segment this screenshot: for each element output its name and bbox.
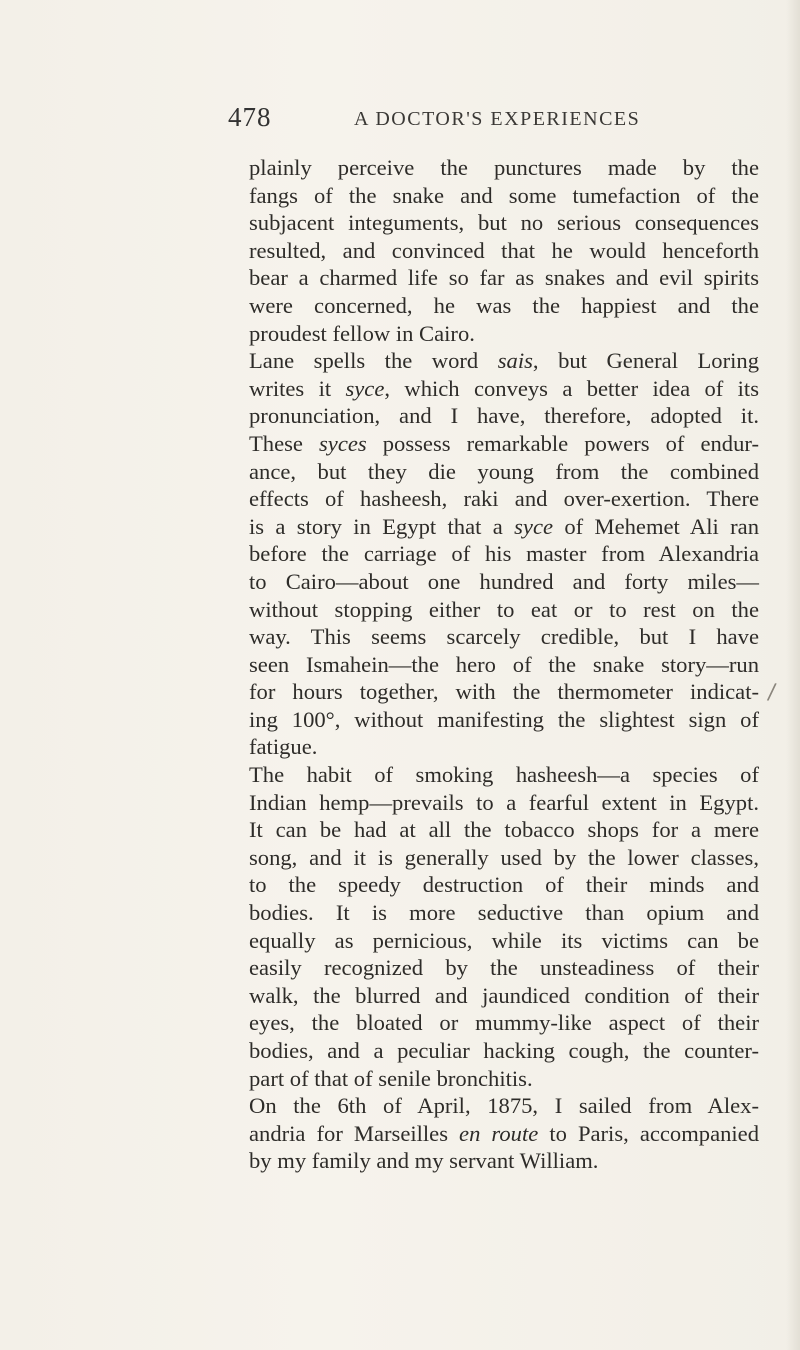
text-line: easily recognized by the unsteadiness of their: [249, 955, 759, 981]
text-line: fangs of the snake and some tumefaction of the: [249, 182, 759, 208]
text-line: effects of hasheesh, raki and over-exertion. There: [249, 486, 759, 512]
text-line: fatigue.: [249, 734, 318, 760]
text-line: to Cairo—about one hundred and forty miles—: [249, 568, 759, 594]
text-line: subjacent integuments, but no serious consequences: [249, 210, 759, 236]
text-line: ance, but they die young from the combined: [249, 458, 759, 484]
text-line: is a story in Egypt that a syce of Mehemet Ali ran: [249, 513, 759, 539]
text-line: eyes, the bloated or mummy-like aspect of their: [249, 1010, 759, 1036]
text-line: for hours together, with the thermometer indicat-: [249, 679, 759, 705]
text-line: part of that of senile bronchitis.: [249, 1065, 533, 1091]
text-line: without stopping either to eat or to rest on the: [249, 596, 759, 622]
text-line: way. This seems scarcely credible, but I have: [249, 624, 759, 650]
text-line: proudest fellow in Cairo.: [249, 320, 475, 346]
text-line: before the carriage of his master from Alexandria: [249, 541, 759, 567]
text-line: plainly perceive the punctures made by the: [249, 155, 759, 180]
body-text: [249, 154, 759, 1175]
text-line: These syces possess remarkable powers of endur-: [249, 430, 759, 456]
text-line: On the 6th of April, 1875, I sailed from Alex-: [249, 1093, 759, 1119]
text-line: by my family and my servant William.: [249, 1148, 599, 1174]
text-line: to the speedy destruction of their minds and: [249, 872, 759, 898]
text-line: andria for Marseilles en route to Paris, accompanied: [249, 1120, 760, 1146]
text-line: pronunciation, and I have, therefore, adopted it.: [249, 403, 759, 429]
margin-pencil-mark: /: [766, 679, 778, 706]
page-header: [228, 102, 740, 142]
text-line: bodies. It is more seductive than opium and: [249, 900, 759, 926]
page-edge-shadow: [786, 0, 800, 1350]
text-line: writes it syce, which conveys a better idea of its: [249, 375, 759, 401]
page-number: 478: [228, 102, 272, 132]
text-line: song, and it is generally used by the lower classes,: [249, 844, 759, 870]
running-head: A DOCTOR'S EXPERIENCES: [354, 108, 641, 130]
text-line: resulted, and convinced that he would henceforth: [249, 237, 759, 263]
text-line: were concerned, he was the happiest and the: [249, 292, 759, 318]
text-line: The habit of smoking hasheesh—a species of: [249, 762, 759, 788]
text-line: Lane spells the word sais, but General Loring: [249, 348, 759, 374]
text-line: ing 100°, without manifesting the slightest sign of: [249, 706, 759, 732]
text-line: Indian hemp—prevails to a fearful extent in Egypt.: [249, 789, 759, 815]
text-line: It can be had at all the tobacco shops for a mere: [249, 817, 759, 843]
text-line: bodies, and a peculiar hacking cough, the counter-: [249, 1038, 759, 1063]
text-line: equally as pernicious, while its victims can be: [249, 927, 759, 953]
text-line: seen Ismahein—the hero of the snake story—run: [249, 651, 759, 677]
text-line: walk, the blurred and jaundiced condition of their: [249, 982, 759, 1008]
text-line: bear a charmed life so far as snakes and evil spirits: [249, 265, 759, 291]
